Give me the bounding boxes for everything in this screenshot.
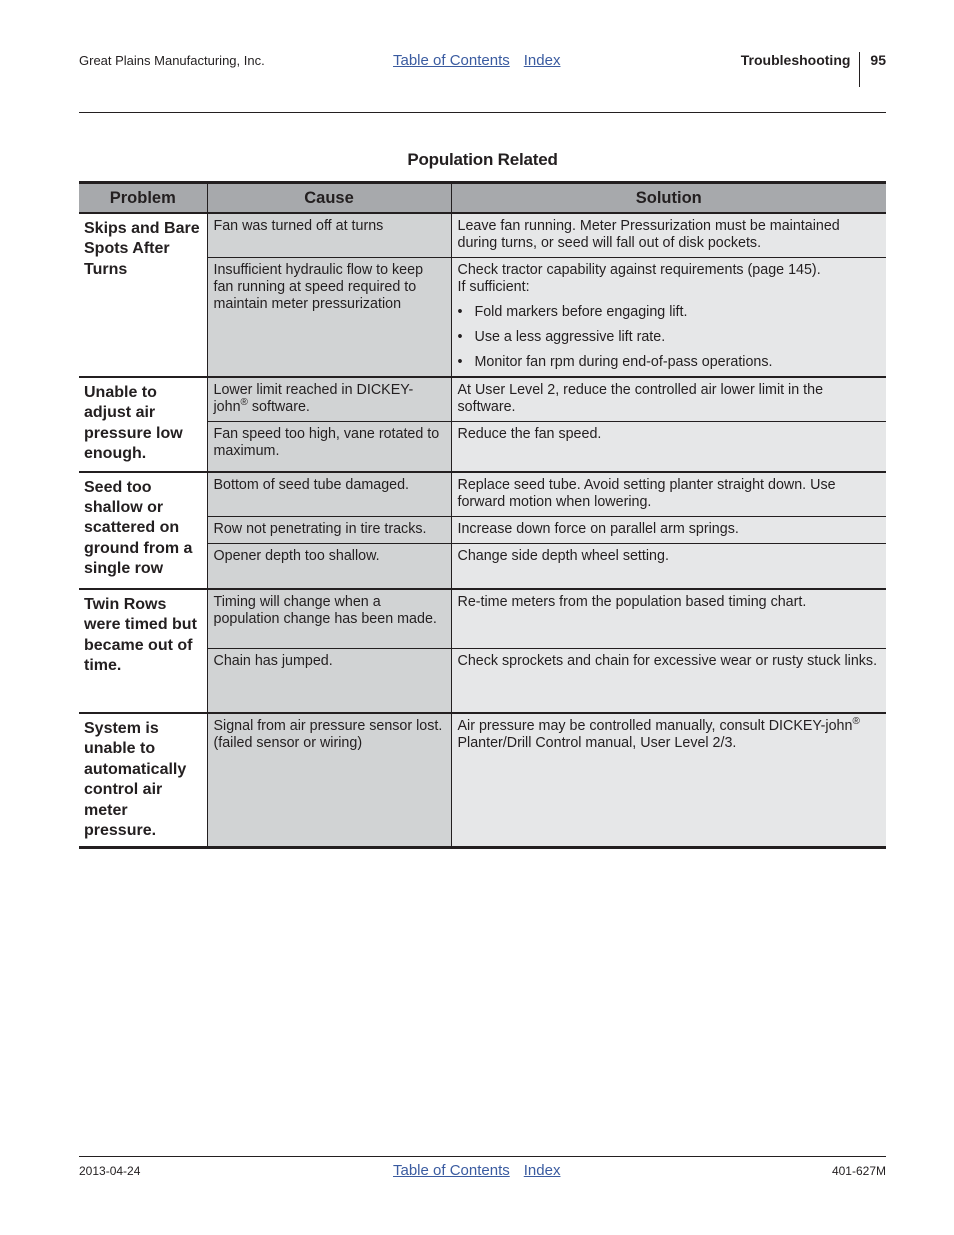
problem-cell: Twin Rows were timed but became out of time. [79,589,207,713]
problem-cell: System is unable to automatically control air meter pressure. [79,713,207,848]
problem-group [79,472,886,590]
section-title: Population Related [407,150,558,169]
table-header-row [79,183,886,214]
cause-cell: Timing will change when a population change has been made. [207,589,451,648]
problem-group [79,213,886,377]
problem-group [79,713,886,848]
table-row [79,589,886,648]
solution-text: Planter/Drill Control manual, User Level 2/3. [457,735,737,751]
cause-cell [207,377,451,422]
header-problem: Problem [79,183,207,214]
footer-date: 2013-04-24 [79,1164,141,1178]
table-row [79,713,886,848]
solution-cell: Check sprockets and chain for excessive wear or rusty stuck links. [451,648,886,713]
section-name: Troubleshooting [740,52,851,68]
solution-line: Check tractor capability against requirements (page 145). [457,262,821,278]
header-toc-link[interactable]: Table of Contents [393,52,510,69]
table-row [79,377,886,422]
bullet-item: • Monitor fan rpm during end-of-pass operations. [458,354,881,371]
solution-cell: Replace seed tube. Avoid setting planter straight down. Use forward motion when lowering. [451,472,886,517]
solution-cell: Increase down force on parallel arm springs. [451,516,886,543]
problem-group [79,589,886,713]
solution-line: If sufficient: [457,279,530,295]
registered-mark: ® [240,397,248,408]
header-cause: Cause [207,183,451,214]
cause-cell: Signal from air pressure sensor lost. (failed sensor or wiring) [207,713,451,848]
footer-index-link[interactable]: Index [523,1162,561,1179]
cause-cell: Chain has jumped. [207,648,451,713]
header-index-link[interactable]: Index [523,52,561,69]
troubleshooting-table [79,181,886,849]
footer-rule [79,1156,886,1157]
solution-text: Air pressure may be controlled manually, consult DICKEY-john [457,718,853,734]
bullet-item: • Fold markers before engaging lift. [458,304,881,321]
cause-text: Lower limit reached in DICKEY-john [213,382,414,415]
header-separator [859,52,860,87]
solution-cell: At User Level 2, reduce the controlled air lower limit in the software. [451,377,886,422]
footer-toc-link[interactable]: Table of Contents [393,1162,510,1179]
table-row [79,213,886,258]
cause-cell: Insufficient hydraulic flow to keep fan running at speed required to maintain meter pressurization [207,258,451,378]
solution-cell [451,258,886,378]
solution-cell: Leave fan running. Meter Pressurization must be maintained during turns, or seed will fall out of disk pockets. [451,213,886,258]
cause-cell: Row not penetrating in tire tracks. [207,516,451,543]
cause-cell: Fan speed too high, vane rotated to maximum. [207,422,451,472]
cause-cell: Bottom of seed tube damaged. [207,472,451,517]
registered-mark: ® [852,716,860,727]
solution-cell: Reduce the fan speed. [451,422,886,472]
cause-cell: Opener depth too shallow. [207,543,451,589]
cause-cell: Fan was turned off at turns [207,213,451,258]
cause-text: software. [247,399,310,415]
problem-cell: Seed too shallow or scattered on ground from a single row [79,472,207,590]
solution-cell: Re-time meters from the population based timing chart. [451,589,886,648]
solution-cell [451,713,886,848]
problem-group [79,377,886,472]
header-links [393,52,560,70]
header-rule [79,112,886,113]
page-number: 95 [870,52,886,68]
bullet-item: • Use a less aggressive lift rate. [458,329,881,346]
footer-doc-number: 401-627M [831,1164,886,1178]
header-section [741,52,886,87]
company-name: Great Plains Manufacturing, Inc. [79,53,265,68]
problem-cell: Skips and Bare Spots After Turns [79,213,207,377]
header-solution: Solution [451,183,886,214]
table-row [79,472,886,517]
solution-bullets [458,304,881,371]
solution-cell: Change side depth wheel setting. [451,543,886,589]
footer-links [393,1162,560,1180]
problem-cell: Unable to adjust air pressure low enough. [79,377,207,472]
